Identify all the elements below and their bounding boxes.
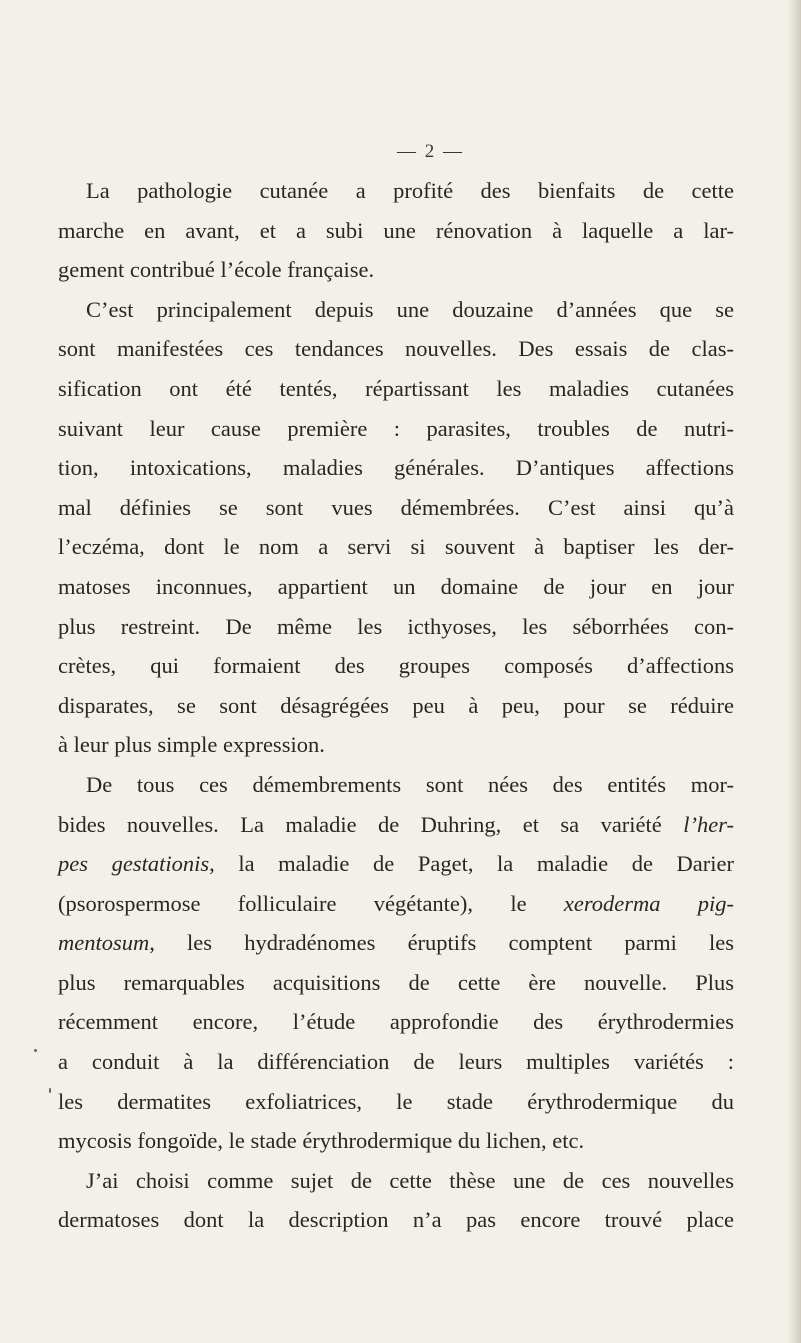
text-line: sification ont été tentés, répartissant les maladies cutanées — [58, 375, 734, 401]
text-line: C’est principalement depuis une douzaine d’années que se — [86, 296, 734, 322]
text-segment: (psorospermose folliculaire végétante), le — [58, 890, 527, 916]
text-line: dermatoses dont la description n’a pas encore trouvé place — [58, 1207, 734, 1233]
text-segment: bides nouvelles. La maladie de Duhring, et sa variété — [58, 811, 662, 837]
text-line: J’ai choisi comme sujet de cette thèse une de ces nouvelles — [86, 1167, 734, 1193]
text-line: crètes, qui formaient des groupes composés d’affections — [58, 653, 734, 679]
text-line: à leur plus simple expression. — [58, 732, 325, 758]
text-line: mal définies se sont vues démembrées. C’est ainsi qu’à — [58, 494, 734, 520]
text-line — [58, 884, 734, 924]
italic-term: l’her- — [683, 811, 734, 837]
page-number: — 2 — — [397, 141, 464, 162]
italic-term: xeroderma pig- — [563, 890, 734, 916]
page-edge-shadow — [787, 0, 801, 1343]
text-line: plus restreint. De même les icthyoses, les séborrhées con- — [58, 613, 734, 639]
text-line: tion, intoxications, maladies générales. D’antiques affections — [58, 455, 734, 481]
text-line: sont manifestées ces tendances nouvelles. Des essais de clas- — [58, 336, 734, 362]
text-line: plus remarquables acquisitions de cette ère nouvelle. Plus — [58, 969, 734, 995]
text-line — [58, 923, 734, 963]
text-line: récemment encore, l’étude approfondie des érythrodermies — [58, 1009, 734, 1035]
text-line — [58, 805, 734, 845]
text-line: disparates, se sont désagrégées peu à peu, pour se réduire — [58, 692, 734, 718]
text-line: suivant leur cause première : parasites, troubles de nutri- — [58, 415, 734, 441]
text-line: De tous ces démembrements sont nées des entités mor- — [86, 771, 734, 797]
text-line: mycosis fongoïde, le stade érythrodermique du lichen, etc. — [58, 1128, 585, 1154]
text-line: l’eczéma, dont le nom a servi si souvent à baptiser les der- — [58, 534, 734, 560]
text-line — [58, 844, 734, 884]
italic-term: mentosum — [58, 930, 150, 956]
ink-speck — [49, 1088, 51, 1093]
ink-speck — [34, 1049, 37, 1052]
text-segment: , les hydradénomes éruptifs comptent parmi les — [149, 930, 734, 956]
italic-term: pes gestationis — [58, 851, 210, 877]
text-line: les dermatites exfoliatrices, le stade érythrodermique du — [58, 1088, 734, 1114]
body-text — [58, 171, 734, 1240]
text-line: a conduit à la différenciation de leurs multiples variétés : — [58, 1049, 734, 1075]
text-line: matoses inconnues, appartient un domaine de jour en jour — [58, 573, 734, 599]
text-segment: , la maladie de Paget, la maladie de Darier — [209, 851, 735, 877]
text-line: La pathologie cutanée a profité des bienfaits de cette — [86, 178, 734, 203]
text-line: marche en avant, et a subi une rénovation à laquelle a lar- — [58, 217, 734, 243]
text-line: gement contribué l’école française. — [58, 257, 375, 283]
